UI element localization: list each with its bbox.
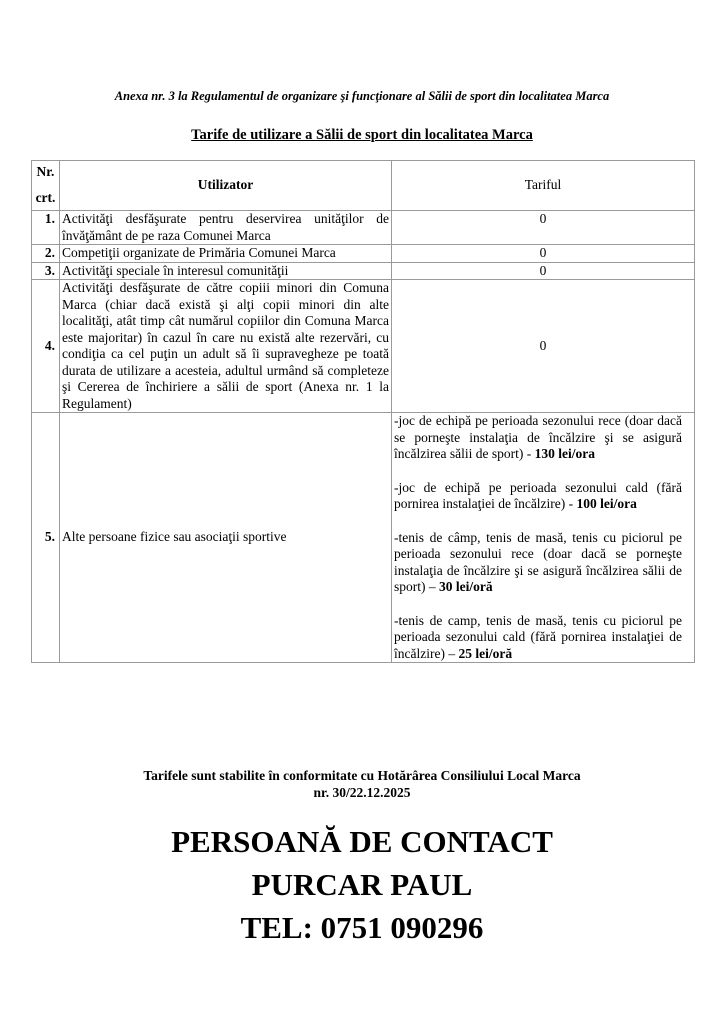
row-user: Activităţi speciale în interesul comunităţii: [60, 262, 392, 280]
row-tariff: 0: [392, 211, 695, 245]
row-user: Competiţii organizate de Primăria Comunei Marca: [60, 245, 392, 263]
row-number: 3.: [32, 262, 60, 280]
tariff-price: 30 lei/oră: [439, 579, 493, 594]
row-number: 4.: [32, 280, 60, 413]
table-row: [32, 413, 695, 663]
tariff-price: 25 lei/oră: [458, 645, 513, 661]
header-tariful: Tariful: [392, 161, 695, 211]
table-row: [32, 280, 695, 413]
table-row: [32, 245, 695, 263]
table-row: [32, 211, 695, 245]
row-user: Activităţi desfăşurate de către copiii minori din Comuna Marca (chiar dacă există şi alţi copii minori din alte localităţi, atât timp cât numărul copiilor din Comuna Marca este majoritar) în cazul în care nu există alte rezervări, cu condiţia ca cel puţin un adult să îi supravegheze pe toată durata de utilizare a acesteia, adultul urmând să completeze şi Cererea de închiriere a sălii de sport (Anexa nr. 1 la Regulament): [60, 280, 392, 413]
row-tariff: 0: [392, 262, 695, 280]
row-number: 1.: [32, 211, 60, 245]
row-number: 2.: [32, 245, 60, 263]
tariff-entry: -tenis de câmp, tenis de masă, tenis cu piciorul pe perioada sezonului rece (doar dacă se porneşte instalaţia de încălzire şi se asigură încălzirea sălii de sport) – 30 lei/oră: [394, 529, 682, 594]
row-user: Activităţi desfăşurate pentru deservirea unităţilor de învăţământ de pe raza Comunei Marca: [60, 211, 392, 245]
row-user: Alte persoane fizice sau asociaţii sportive: [60, 413, 392, 663]
tariff-entry: -joc de echipă pe perioada sezonului rece (doar dacă se porneşte instalaţia de încălzire şi se asigură încălzirea sălii de sport) - 130 lei/ora: [394, 413, 682, 461]
row-tariff: 0: [392, 280, 695, 413]
contact-heading: PERSOANĂ DE CONTACT: [171, 824, 553, 859]
tariff-entry: -tenis de camp, tenis de masă, tenis cu piciorul pe perioada sezonului cald (fără pornirea instalaţiei de încălzire) – 25 lei/oră: [394, 612, 682, 661]
annex-title: Anexa nr. 3 la Regulamentul de organizare şi funcţionare al Sălii de sport din localitatea Marca: [114, 89, 610, 103]
row-number: 5.: [32, 413, 60, 663]
contact-name: PURCAR PAUL: [251, 867, 473, 902]
row-tariff-list: [392, 413, 695, 663]
tariff-price: 130 lei/ora: [534, 446, 595, 461]
table-row: [32, 262, 695, 280]
tariff-price: 100 lei/ora: [576, 496, 637, 511]
footer-note: Tarifele sunt stabilite în conformitate cu Hotărârea Consiliului Local Marca nr. 30/22.12.2025: [143, 768, 581, 800]
document-title: Tarife de utilizare a Sălii de sport din localitatea Marca: [191, 127, 533, 143]
table-header-row: [32, 161, 695, 211]
header-utilizator: Utilizator: [60, 161, 392, 211]
header-nr-crt: Nr. crt.: [32, 161, 60, 211]
tariff-table: [31, 160, 695, 663]
contact-phone: TEL: 0751 090296: [240, 910, 484, 945]
tariff-entry: -joc de echipă pe perioada sezonului cald (fără pornirea instalaţiei de încălzire) - 100 lei/ora: [394, 479, 682, 511]
row-tariff: 0: [392, 245, 695, 263]
